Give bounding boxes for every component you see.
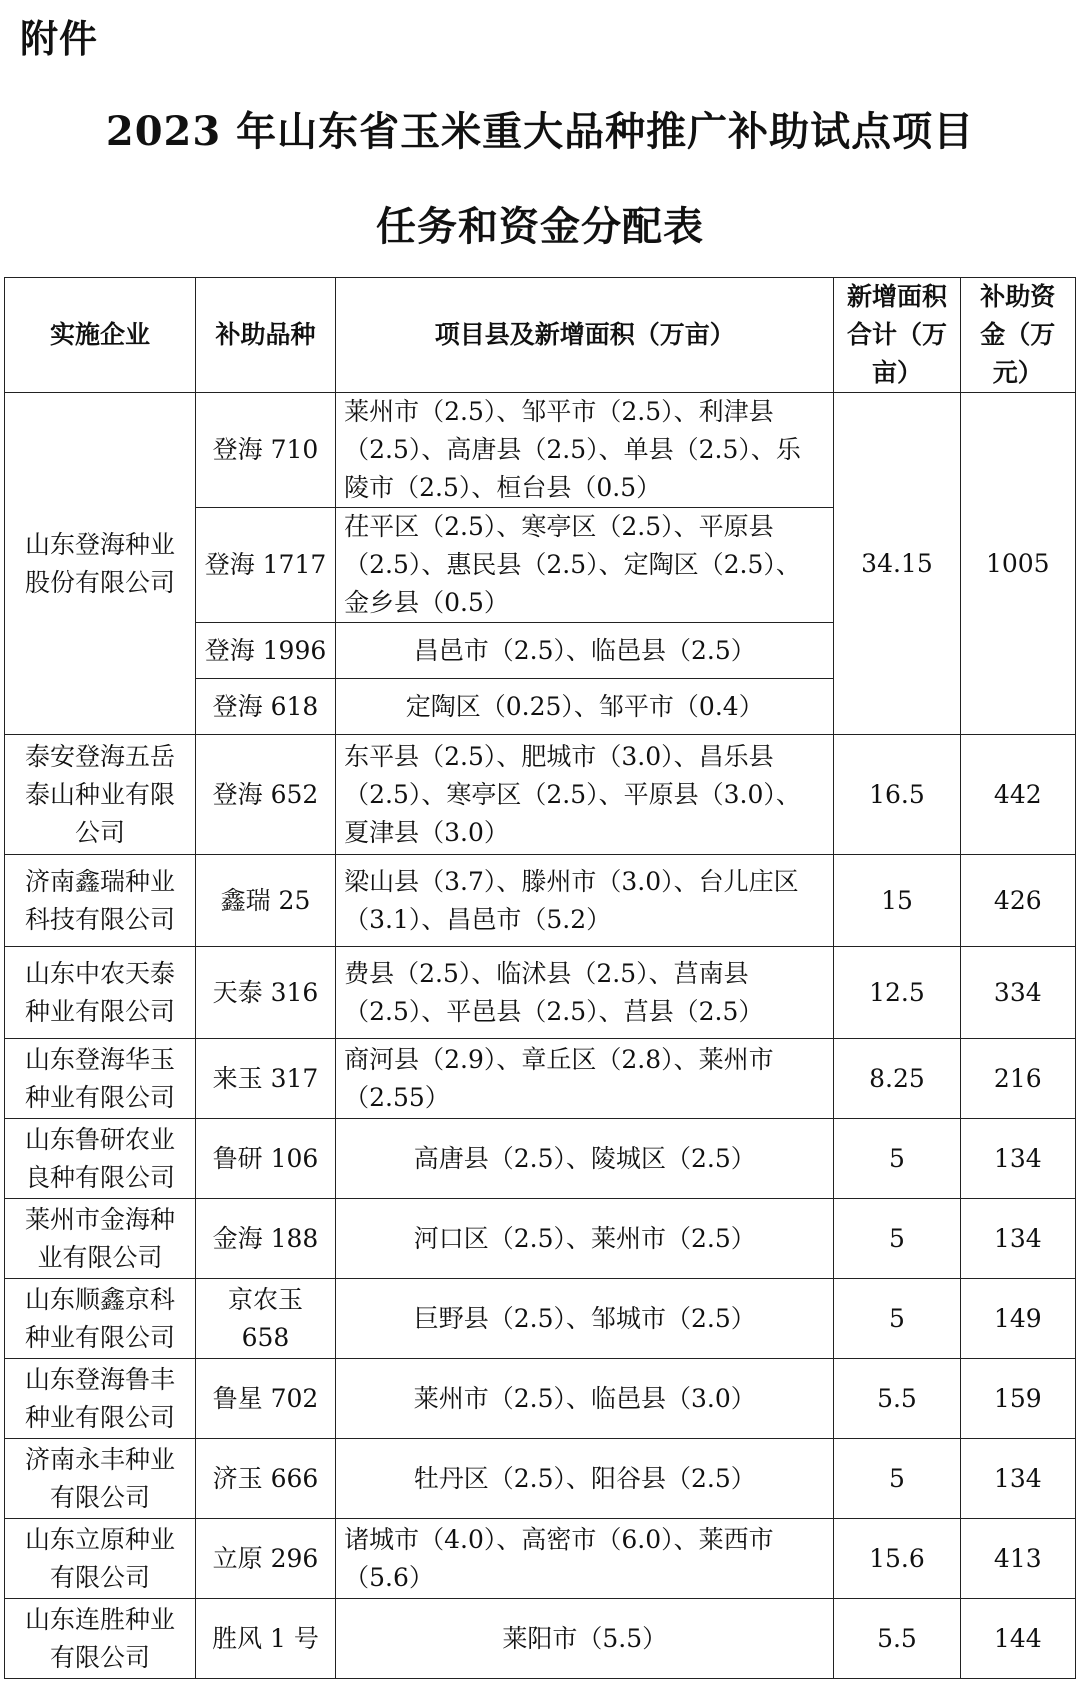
enterprise-cell: 山东登海种业股份有限公司 bbox=[5, 393, 196, 735]
variety-cell: 鲁星 702 bbox=[195, 1359, 335, 1439]
header-enterprise: 实施企业 bbox=[5, 278, 196, 393]
fund-cell: 216 bbox=[960, 1039, 1075, 1119]
enterprise-cell: 莱州市金海种业有限公司 bbox=[5, 1199, 196, 1279]
enterprise-cell: 济南永丰种业有限公司 bbox=[5, 1439, 196, 1519]
header-variety: 补助品种 bbox=[195, 278, 335, 393]
header-area: 新增面积合计（万亩） bbox=[834, 278, 960, 393]
area-cell: 5 bbox=[834, 1439, 960, 1519]
variety-cell: 登海 1996 bbox=[195, 623, 335, 679]
table-row bbox=[5, 735, 1076, 855]
counties-cell: 梁山县（3.7）、滕州市（3.0）、台儿庄区（3.1）、昌邑市（5.2） bbox=[336, 855, 834, 947]
counties-cell: 费县（2.5）、临沭县（2.5）、莒南县（2.5）、平邑县（2.5）、莒县（2.5） bbox=[336, 947, 834, 1039]
enterprise-cell: 山东登海华玉种业有限公司 bbox=[5, 1039, 196, 1119]
area-cell: 5.5 bbox=[834, 1359, 960, 1439]
fund-cell: 413 bbox=[960, 1519, 1075, 1599]
fund-cell: 134 bbox=[960, 1199, 1075, 1279]
table-row bbox=[5, 393, 1076, 508]
table-row bbox=[5, 1599, 1076, 1679]
fund-cell: 334 bbox=[960, 947, 1075, 1039]
counties-cell: 巨野县（2.5）、邹城市（2.5） bbox=[336, 1279, 834, 1359]
enterprise-cell: 山东登海鲁丰种业有限公司 bbox=[5, 1359, 196, 1439]
counties-cell: 莱阳市（5.5） bbox=[336, 1599, 834, 1679]
enterprise-cell: 济南鑫瑞种业科技有限公司 bbox=[5, 855, 196, 947]
counties-cell: 莱州市（2.5）、邹平市（2.5）、利津县（2.5）、高唐县（2.5）、单县（2.5）、乐陵市（2.5）、桓台县（0.5） bbox=[336, 393, 834, 508]
table-row bbox=[5, 1519, 1076, 1599]
fund-cell: 149 bbox=[960, 1279, 1075, 1359]
area-cell: 16.5 bbox=[834, 735, 960, 855]
header-fund: 补助资金（万元） bbox=[960, 278, 1075, 393]
enterprise-cell: 山东中农天泰种业有限公司 bbox=[5, 947, 196, 1039]
fund-cell: 442 bbox=[960, 735, 1075, 855]
enterprise-cell: 山东连胜种业有限公司 bbox=[5, 1599, 196, 1679]
variety-cell: 天泰 316 bbox=[195, 947, 335, 1039]
area-cell: 8.25 bbox=[834, 1039, 960, 1119]
counties-cell: 牡丹区（2.5）、阳谷县（2.5） bbox=[336, 1439, 834, 1519]
variety-cell: 金海 188 bbox=[195, 1199, 335, 1279]
variety-cell: 京农玉 658 bbox=[195, 1279, 335, 1359]
fund-cell: 134 bbox=[960, 1119, 1075, 1199]
area-cell: 12.5 bbox=[834, 947, 960, 1039]
counties-cell: 昌邑市（2.5）、临邑县（2.5） bbox=[336, 623, 834, 679]
fund-cell: 1005 bbox=[960, 393, 1075, 735]
variety-cell: 登海 1717 bbox=[195, 508, 335, 623]
counties-cell: 茌平区（2.5）、寒亭区（2.5）、平原县（2.5）、惠民县（2.5）、定陶区（2.5）、金乡县（0.5） bbox=[336, 508, 834, 623]
table-row bbox=[5, 1039, 1076, 1119]
table-row bbox=[5, 1119, 1076, 1199]
document-title: 2023 年山东省玉米重大品种推广补助试点项目 bbox=[105, 108, 975, 155]
area-cell: 5.5 bbox=[834, 1599, 960, 1679]
variety-cell: 立原 296 bbox=[195, 1519, 335, 1599]
counties-cell: 莱州市（2.5）、临邑县（3.0） bbox=[336, 1359, 834, 1439]
table-row bbox=[5, 1279, 1076, 1359]
fund-cell: 426 bbox=[960, 855, 1075, 947]
enterprise-cell: 山东鲁研农业良种有限公司 bbox=[5, 1119, 196, 1199]
variety-cell: 鲁研 106 bbox=[195, 1119, 335, 1199]
area-cell: 5 bbox=[834, 1119, 960, 1199]
area-cell: 34.15 bbox=[834, 393, 960, 735]
variety-cell: 登海 652 bbox=[195, 735, 335, 855]
counties-cell: 商河县（2.9）、章丘区（2.8）、莱州市（2.55） bbox=[336, 1039, 834, 1119]
variety-cell: 登海 618 bbox=[195, 679, 335, 735]
enterprise-cell: 泰安登海五岳泰山种业有限公司 bbox=[5, 735, 196, 855]
counties-cell: 诸城市（4.0）、高密市（6.0）、莱西市（5.6） bbox=[336, 1519, 834, 1599]
area-cell: 15.6 bbox=[834, 1519, 960, 1599]
variety-cell: 鑫瑞 25 bbox=[195, 855, 335, 947]
counties-cell: 定陶区（0.25）、邹平市（0.4） bbox=[336, 679, 834, 735]
header-counties: 项目县及新增面积（万亩） bbox=[336, 278, 834, 393]
area-cell: 5 bbox=[834, 1199, 960, 1279]
allocation-table bbox=[4, 277, 1076, 1679]
table-row bbox=[5, 1359, 1076, 1439]
enterprise-cell: 山东立原种业有限公司 bbox=[5, 1519, 196, 1599]
table-row bbox=[5, 855, 1076, 947]
variety-cell: 来玉 317 bbox=[195, 1039, 335, 1119]
document-subtitle: 任务和资金分配表 bbox=[376, 203, 704, 250]
area-cell: 5 bbox=[834, 1279, 960, 1359]
table-row bbox=[5, 947, 1076, 1039]
fund-cell: 134 bbox=[960, 1439, 1075, 1519]
attachment-label: 附件 bbox=[20, 17, 99, 61]
enterprise-cell: 山东顺鑫京科种业有限公司 bbox=[5, 1279, 196, 1359]
fund-cell: 144 bbox=[960, 1599, 1075, 1679]
counties-cell: 东平县（2.5）、肥城市（3.0）、昌乐县（2.5）、寒亭区（2.5）、平原县（3.0）、夏津县（3.0） bbox=[336, 735, 834, 855]
counties-cell: 高唐县（2.5）、陵城区（2.5） bbox=[336, 1119, 834, 1199]
variety-cell: 济玉 666 bbox=[195, 1439, 335, 1519]
variety-cell: 登海 710 bbox=[195, 393, 335, 508]
area-cell: 15 bbox=[834, 855, 960, 947]
counties-cell: 河口区（2.5）、莱州市（2.5） bbox=[336, 1199, 834, 1279]
fund-cell: 159 bbox=[960, 1359, 1075, 1439]
table-row bbox=[5, 1439, 1076, 1519]
table-row bbox=[5, 1199, 1076, 1279]
variety-cell: 胜风 1 号 bbox=[195, 1599, 335, 1679]
